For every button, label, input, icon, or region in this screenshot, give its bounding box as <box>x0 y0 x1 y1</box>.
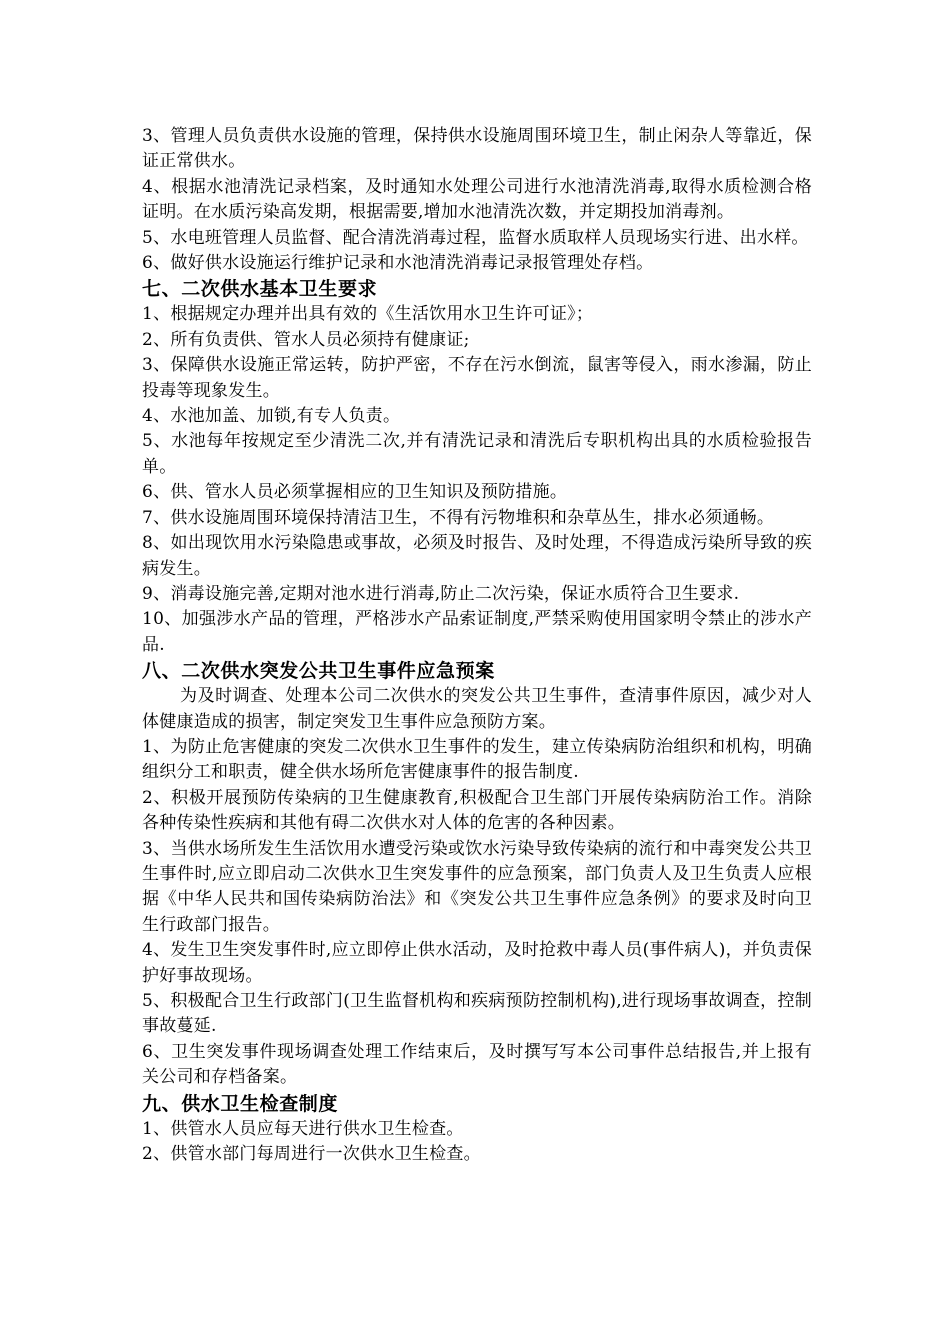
paragraph: 4、水池加盖、加锁,有专人负责。 <box>142 406 401 427</box>
paragraph: 6、供、管水人员必须掌握相应的卫生知识及预防措施。 <box>142 482 568 503</box>
paragraph: 3、当供水场所发生生活饮用水遭受污染或饮水污染导致传染病的流行和中毒突发公共卫生事件时,应立即启动二次供水卫生突发事件的应急预案，部门负责人及卫生负责人应根据《中华人民共和国传染病防治法》和《突发公共卫生事件应急条例》的要求及时向卫生行政部门报告。 <box>142 838 812 935</box>
paragraph: 10、加强涉水产品的管理，严格涉水产品索证制度,严禁采购使用国家明令禁止的涉水产品. <box>142 609 812 655</box>
paragraph: 2、供管水部门每周进行一次供水卫生检查。 <box>142 1144 481 1165</box>
paragraph: 8、如出现饮用水污染隐患或事故，必须及时报告、及时处理，不得造成污染所导致的疾病发生。 <box>142 533 812 579</box>
paragraph: 6、卫生突发事件现场调查处理工作结束后，及时撰写写本公司事件总结报告,并上报有关公司和存档备案。 <box>142 1041 812 1088</box>
paragraph: 为及时调查、处理本公司二次供水的突发公共卫生事件，查清事件原因，减少对人体健康造成的损害，制定突发卫生事件应急预防方案。 <box>142 686 812 732</box>
paragraph: 1、为防止危害健康的突发二次供水卫生事件的发生，建立传染病防治组织和机构，明确组织分工和职责，健全供水场所危害健康事件的报告制度. <box>142 736 812 783</box>
paragraph: 1、供管水人员应每天进行供水卫生检查。 <box>142 1118 464 1139</box>
section-heading: 八、二次供水突发公共卫生事件应急预案 <box>142 660 495 683</box>
paragraph: 5、水电班管理人员监督、配合清洗消毒过程，监督水质取样人员现场实行进、出水样。 <box>142 227 809 248</box>
paragraph: 4、发生卫生突发事件时,应立即停止供水活动，及时抢救中毒人员(事件病人)，并负责保护好事故现场。 <box>142 940 812 986</box>
paragraph: 6、做好供水设施运行维护记录和水池清洗消毒记录报管理处存档。 <box>142 253 654 274</box>
paragraph: 3、保障供水设施正常运转，防护严密，不存在污水倒流，鼠害等侵入，雨水渗漏，防止投毒等现象发生。 <box>142 355 812 401</box>
paragraph: 5、水池每年按规定至少清洗二次,并有清洗记录和清洗后专职机构出具的水质检验报告单。 <box>142 431 812 477</box>
paragraph: 3、管理人员负责供水设施的管理，保持供水设施周围环境卫生，制止闲杂人等靠近，保证正常供水。 <box>142 126 812 172</box>
paragraph: 4、根据水池清洗记录档案，及时通知水处理公司进行水池清洗消毒,取得水质检测合格证明。在水质污染高发期，根据需要,增加水池清洗次数，并定期投加消毒剂。 <box>142 176 812 223</box>
paragraph: 1、根据规定办理并出具有效的《生活饮用水卫生许可证》； <box>142 304 594 325</box>
paragraph: 7、供水设施周围环境保持清洁卫生，不得有污物堆积和杂草丛生，排水必须通畅。 <box>142 507 775 528</box>
section-heading: 七、二次供水基本卫生要求 <box>142 278 378 301</box>
paragraph: 2、所有负责供、管水人员必须持有健康证; <box>142 329 470 350</box>
section-heading: 九、供水卫生检查制度 <box>142 1092 339 1115</box>
paragraph: 2、积极开展预防传染病的卫生健康教育,积极配合卫生部门开展传染病防治工作。消除各种传染性疾病和其他有碍二次供水对人体的危害的各种因素。 <box>142 787 812 834</box>
document-body <box>142 124 812 1167</box>
paragraph: 5、积极配合卫生行政部门(卫生监督机构和疾病预防控制机构),进行现场事故调查，控制事故蔓延. <box>142 991 812 1037</box>
paragraph: 9、消毒设施完善,定期对池水进行消毒,防止二次污染，保证水质符合卫生要求. <box>142 583 740 604</box>
